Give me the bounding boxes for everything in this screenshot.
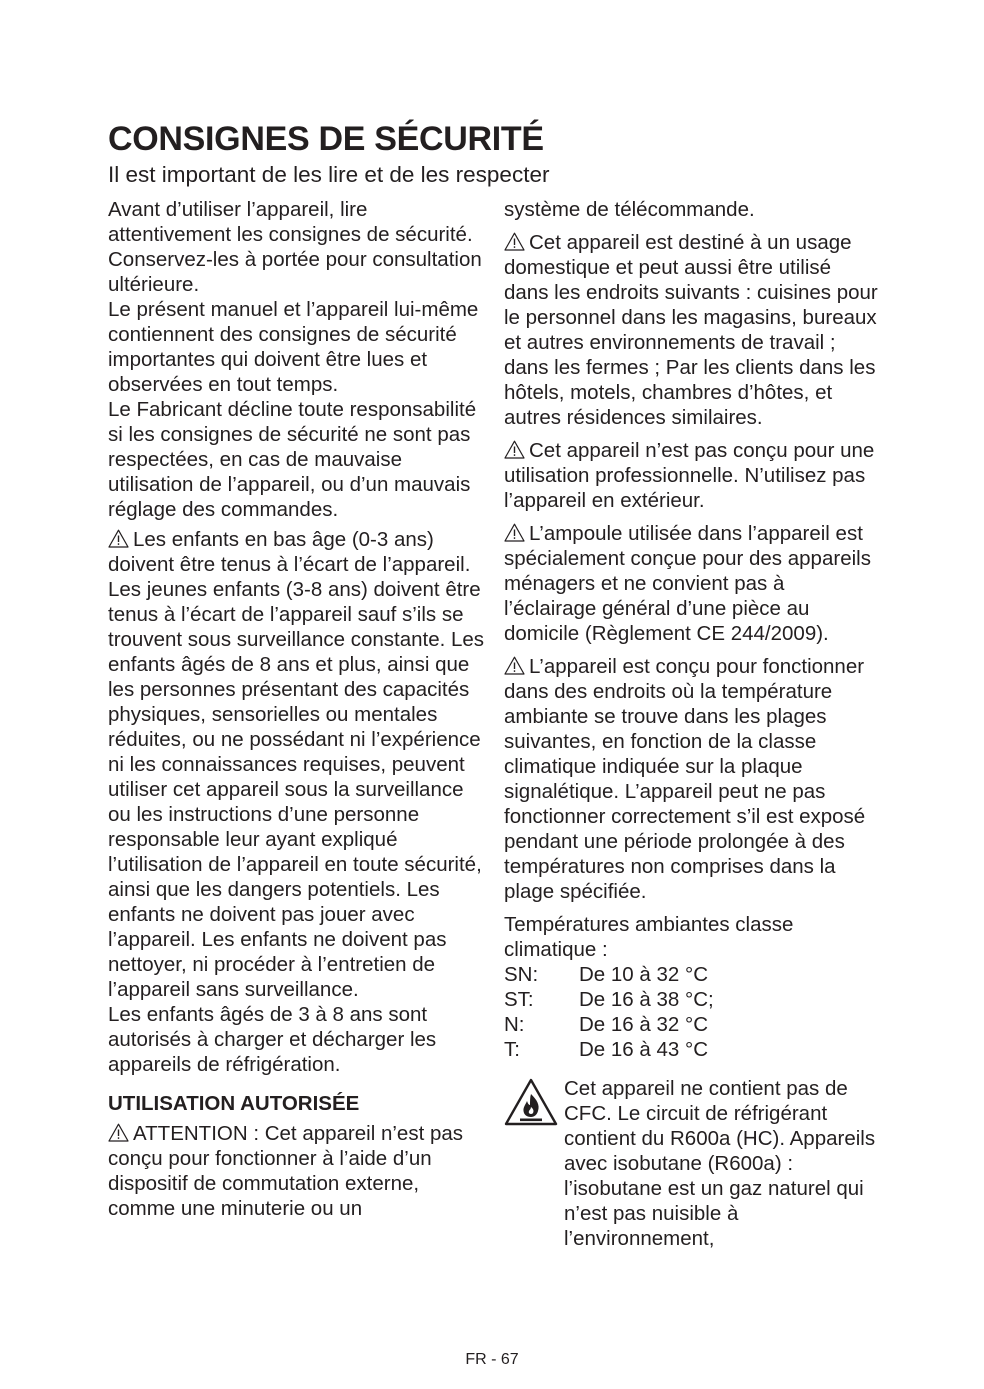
climate-class-code: ST: bbox=[504, 988, 534, 1011]
intro-paragraph: Avant d’utiliser l’appareil, lire attentivement les consignes de sécurité. Conservez-les à portée pour consultation ultérieure. bbox=[108, 198, 482, 296]
attention-paragraph bbox=[108, 1121, 486, 1221]
manual-paragraph: Le présent manuel et l’appareil lui-même contiennent des consignes de sécurité importantes qui doivent être lues et observées en tout temps. bbox=[108, 298, 479, 396]
domestic-use-text: Cet appareil est destiné à un usage domestique et peut aussi être utilisé dans les endroits suivants : cuisines pour le personnel dans les magasins, bureaux et autres environnements de travail ; dans les fermes ; Par les clients dans les hôtels, motels, chambres d’hôtes, et autres résidences similaires. bbox=[504, 231, 878, 429]
climate-class-range: De 16 à 43 °C bbox=[579, 1038, 708, 1061]
warning-triangle-icon bbox=[504, 523, 525, 542]
right-column bbox=[504, 197, 880, 1251]
warning-triangle-icon bbox=[108, 1123, 129, 1142]
warning-triangle-icon bbox=[504, 440, 525, 459]
warning-triangle-icon bbox=[108, 529, 129, 548]
children-loading-paragraph: Les enfants âgés de 3 à 8 ans sont autorisés à charger et décharger les appareils de réfrigération. bbox=[108, 1003, 437, 1076]
page-subtitle: Il est important de les lire et de les respecter bbox=[108, 162, 550, 187]
ambient-temperature-paragraph bbox=[504, 654, 880, 904]
page-number: FR - 67 bbox=[465, 1351, 519, 1368]
refrigerant-notice-text: Cet appareil ne contient pas de CFC. Le circuit de réfrigérant contient du R600a (HC). Appareils avec isobutane (R600a) : l’isobutane est un gaz naturel qui n’est pas nuisible à l’environnement, bbox=[564, 1077, 876, 1250]
children-warning-paragraph bbox=[108, 527, 486, 1002]
warning-triangle-icon bbox=[504, 656, 525, 675]
climate-class-range: De 16 à 32 °C bbox=[579, 1013, 708, 1036]
page-title: CONSIGNES DE SÉCURITÉ bbox=[108, 120, 544, 158]
flammable-warning-icon bbox=[504, 1076, 564, 1251]
lamp-paragraph bbox=[504, 521, 880, 646]
professional-use-text: Cet appareil n’est pas conçu pour une utilisation professionnelle. N’utilisez pas l’appareil en extérieur. bbox=[504, 439, 875, 512]
climate-class-range: De 16 à 38 °C; bbox=[579, 988, 714, 1011]
liability-paragraph: Le Fabricant décline toute responsabilité si les consignes de sécurité ne sont pas respectées, en cas de mauvaise utilisation de l’appareil, ou d’un mauvais réglage des commandes. bbox=[108, 398, 477, 521]
climate-class-row bbox=[504, 1037, 880, 1062]
climate-class-row bbox=[504, 1012, 880, 1037]
warning-triangle-icon bbox=[504, 232, 525, 251]
children-warning-text: Les enfants en bas âge (0-3 ans) doivent être tenus à l’écart de l’appareil. Les jeunes enfants (3-8 ans) doivent être tenus à l’écart de l’appareil sauf s’ils se trouvent sous surveillance constante. Les enfants âgés de 8 ans et plus, ainsi que les personnes présentant des capacités physiques, sensorielles ou mentales réduites, ou ne possédant ni l’expérience ni les connaissances requises, peuvent utiliser cet appareil sous la surveillance ou les instructions d’une personne responsable leur ayant expliqué l’utilisation de l’appareil en toute sécurité, ainsi que les dangers potentiels. Les enfants ne doivent pas jouer avec l’appareil. Les enfants ne doivent pas nettoyer, ni procéder à l’entretien de l’appareil sans surveillance. bbox=[108, 528, 485, 1001]
climate-class-range: De 10 à 32 °C bbox=[579, 963, 708, 986]
climate-class-code: N: bbox=[504, 1013, 525, 1036]
ambient-temperature-text: L’appareil est conçu pour fonctionner dans des endroits où la température ambiante se trouve dans les plages suivantes, en fonction de la classe climatique indiquée sur la plaque signalétique. L’appareil peut ne pas fonctionner correctement s’il est exposé pendant une période prolongée à des températures non comprises dans la plage spécifiée. bbox=[504, 655, 866, 903]
professional-use-paragraph bbox=[504, 438, 880, 513]
lamp-text: L’ampoule utilisée dans l’appareil est spécialement conçue pour des appareils ménagers et ne convient pas à l’éclairage général d’une pièce au domicile (Règlement CE 244/2009). bbox=[504, 522, 871, 645]
climate-class-table bbox=[504, 962, 880, 1062]
domestic-use-paragraph bbox=[504, 230, 880, 430]
section-heading-authorized-use: UTILISATION AUTORISÉE bbox=[108, 1092, 360, 1115]
attention-text: ATTENTION : Cet appareil n’est pas conçu pour fonctionner à l’aide d’un dispositif de commutation externe, comme une minuterie ou un bbox=[108, 1122, 464, 1220]
climate-class-code: T: bbox=[504, 1038, 520, 1061]
temperature-intro: Températures ambiantes classe climatique : bbox=[504, 913, 794, 961]
climate-class-row bbox=[504, 962, 880, 987]
climate-class-code: SN: bbox=[504, 963, 539, 986]
refrigerant-notice bbox=[504, 1076, 880, 1251]
climate-class-row bbox=[504, 987, 880, 1012]
remote-control-continuation: système de télécommande. bbox=[504, 198, 755, 221]
left-column bbox=[108, 197, 486, 1221]
